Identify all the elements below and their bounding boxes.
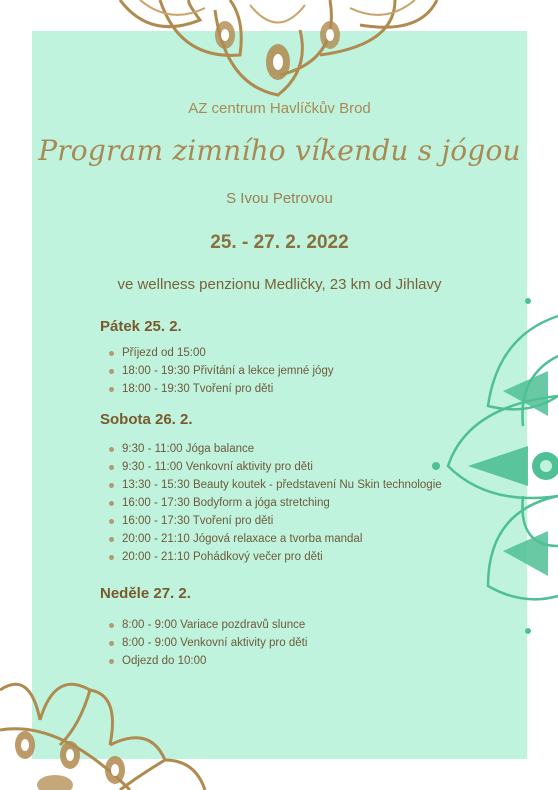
organization-name: AZ centrum Havlíčkův Brod (188, 100, 371, 117)
day-heading-sunday: Neděle 27. 2. (100, 585, 191, 602)
day-heading-saturday: Sobota 26. 2. (100, 411, 193, 428)
list-item: 9:30 - 11:00 Jóga balance (106, 440, 442, 458)
list-item: Příjezd od 15:00 (106, 344, 334, 362)
list-item: 9:30 - 11:00 Venkovní aktivity pro děti (106, 458, 442, 476)
event-dates: 25. - 27. 2. 2022 (210, 232, 349, 253)
list-item: 13:30 - 15:30 Beauty koutek - představení Nu Skin technologie (106, 476, 442, 494)
day-heading-friday: Pátek 25. 2. (100, 318, 182, 335)
list-item: 8:00 - 9:00 Venkovní aktivity pro děti (106, 634, 307, 652)
schedule-list-sunday (106, 616, 307, 670)
venue-text: ve wellness penzionu Medličky, 23 km od Jihlavy (117, 276, 442, 293)
list-item: 18:00 - 19:30 Přivítání a lekce jemné jógy (106, 362, 334, 380)
list-item: 16:00 - 17:30 Bodyform a jóga stretching (106, 494, 442, 512)
list-item: 8:00 - 9:00 Variace pozdravů slunce (106, 616, 307, 634)
mandala-top-icon (0, 0, 558, 110)
mandala-right-icon (428, 296, 558, 636)
mandala-bottom-left-icon (0, 650, 220, 790)
list-item: Odjezd do 10:00 (106, 652, 307, 670)
instructor-name: S Ivou Petrovou (226, 190, 333, 207)
list-item: 18:00 - 19:30 Tvoření pro děti (106, 380, 334, 398)
list-item: 20:00 - 21:10 Pohádkový večer pro děti (106, 548, 442, 566)
page-title: Program zimního víkendu s jógou (38, 134, 521, 167)
schedule-list-saturday (106, 440, 442, 566)
list-item: 16:00 - 17:30 Tvoření pro děti (106, 512, 442, 530)
schedule-list-friday (106, 344, 334, 398)
list-item: 20:00 - 21:10 Jógová relaxace a tvorba mandal (106, 530, 442, 548)
